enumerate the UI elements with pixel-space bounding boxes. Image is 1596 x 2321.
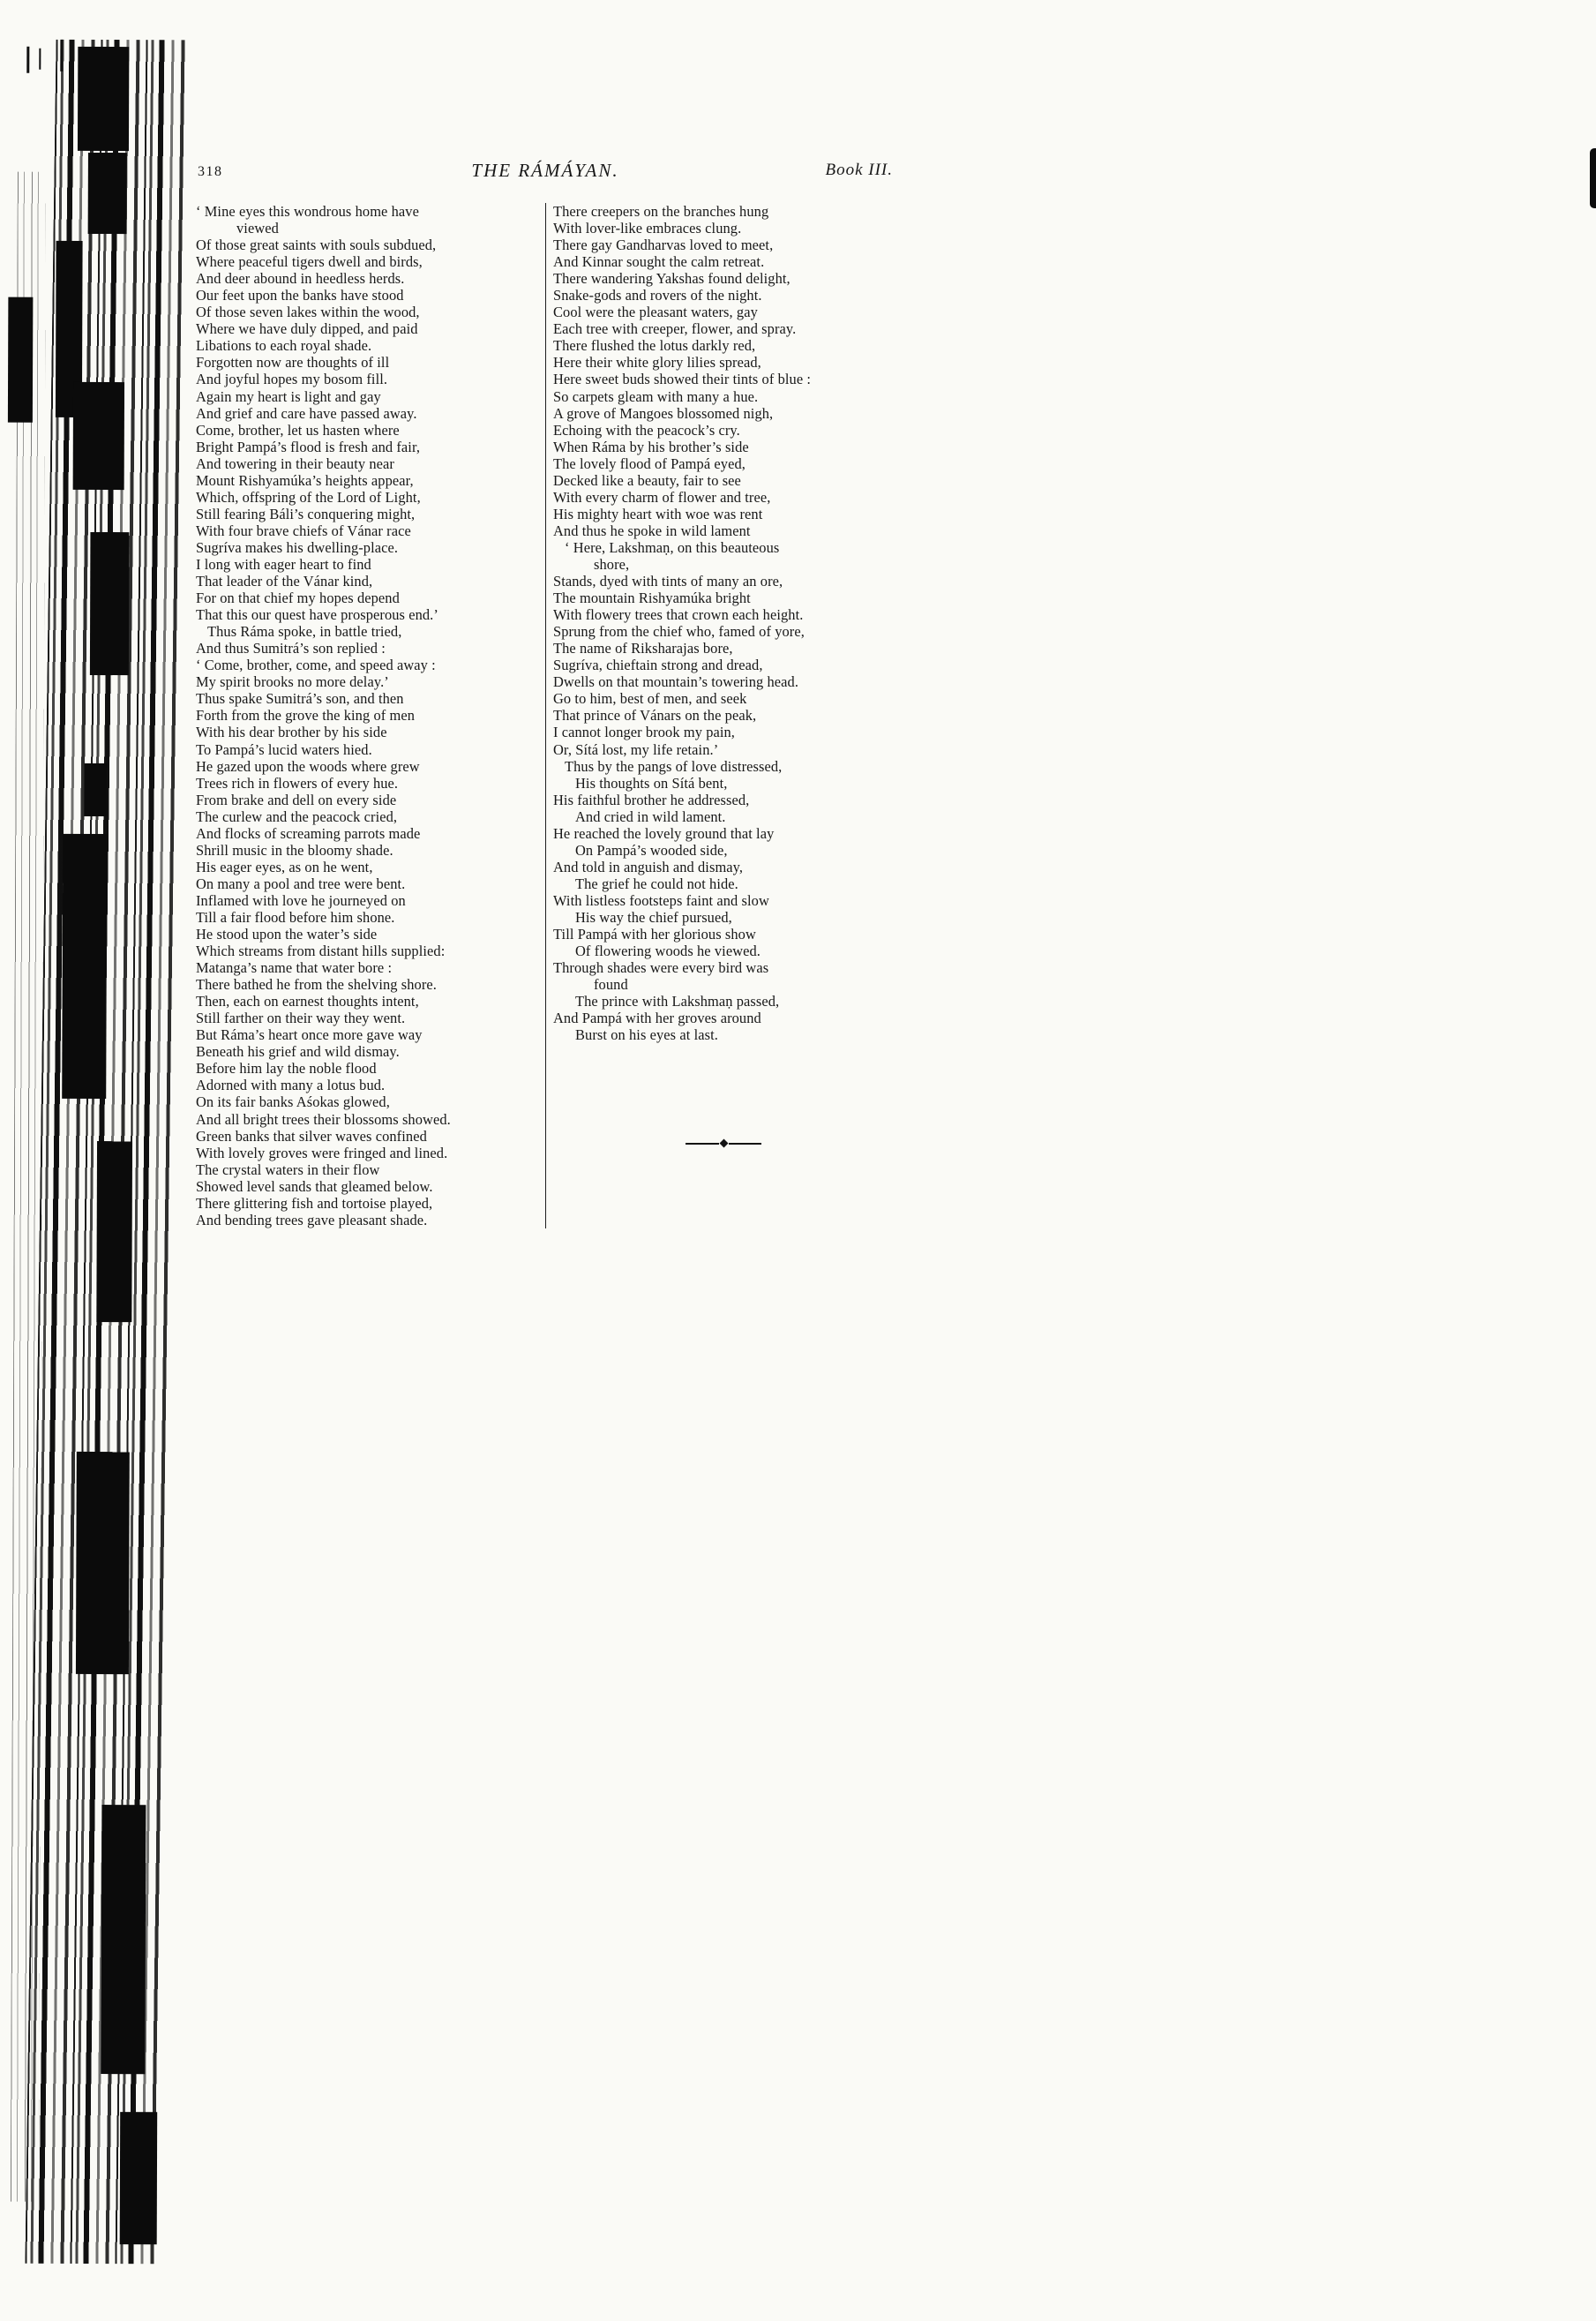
- verse-line: The grief he could not hide.: [575, 875, 738, 892]
- verse-line: A grove of Mangoes blossomed nigh,: [553, 404, 774, 422]
- ink-blob: [88, 153, 127, 234]
- verse-line: Here their white glory lilies spread,: [553, 354, 761, 372]
- page-header: [196, 157, 895, 189]
- verse-line: With flowery trees that crown each height.: [553, 606, 804, 624]
- verse-line: Our feet upon the banks have stood: [196, 287, 404, 304]
- verse-line: That this our quest have prosperous end.’: [196, 606, 438, 624]
- verse-line: The name of Riksharajas bore,: [553, 640, 733, 657]
- book-label: Book III.: [825, 161, 893, 179]
- ink-blob: [78, 47, 129, 151]
- verse-line: Still fearing Báli’s conquering might,: [196, 505, 416, 522]
- column-rule: [545, 203, 546, 1228]
- verse-line: There glittering fish and tortoise played,: [196, 1194, 433, 1212]
- verse-line: And grief and care have passed away.: [196, 404, 417, 422]
- verse-line: On Pampá’s wooded side,: [575, 841, 728, 859]
- verse-line: There gay Gandharvas loved to meet,: [553, 237, 774, 254]
- ink-blob: [73, 382, 124, 490]
- verse-line: Thus by the pangs of love distressed,: [565, 757, 783, 775]
- verse-line: Each tree with creeper, flower, and spray.: [553, 320, 797, 338]
- verse-line: Still farther on their way they went.: [196, 1010, 406, 1027]
- verse-line: ‘ Come, brother, come, and speed away :: [196, 657, 436, 674]
- right-column: [553, 203, 894, 1228]
- verse-line: Which streams from distant hills supplied:: [196, 943, 446, 960]
- verse-line: Till a fair flood before him shone.: [196, 908, 395, 926]
- verse-line: With his dear brother by his side: [196, 724, 387, 741]
- ink-blob: [76, 1452, 130, 1674]
- verse-line: And Pampá with her groves around: [553, 1010, 761, 1027]
- verse-line: Bright Pampá’s flood is fresh and fair,: [196, 438, 421, 455]
- ink-blob: [101, 1805, 146, 2074]
- verse-line: Where peaceful tigers dwell and birds,: [196, 253, 423, 271]
- verse-line: With every charm of flower and tree,: [553, 488, 771, 506]
- verse-line: My spirit brooks no more delay.’: [196, 673, 389, 691]
- verse-line: Where we have duly dipped, and paid: [196, 320, 418, 338]
- verse-line: ‘ Mine eyes this wondrous home have: [196, 203, 419, 220]
- verse-line: Matanga’s name that water bore :: [196, 959, 393, 977]
- verse-line: Inflamed with love he journeyed on: [196, 891, 406, 909]
- verse-line: I long with eager heart to find: [196, 555, 371, 573]
- verse-line: His way the chief pursued,: [575, 908, 732, 926]
- verse-line: ‘ Here, Lakshmaṇ, on this beauteous: [565, 538, 780, 556]
- verse-line: Libations to each royal shade.: [196, 337, 372, 355]
- verse-line: That leader of the Vánar kind,: [196, 573, 373, 590]
- right-column-lines: [553, 203, 894, 1043]
- verse-line: Dwells on that mountain’s towering head.: [553, 673, 799, 691]
- page-edge-mark: [1590, 148, 1596, 208]
- verse-line: Till Pampá with her glorious show: [553, 926, 756, 943]
- verse-line: To Pampá’s lucid waters hied.: [196, 740, 372, 758]
- verse-columns: [196, 203, 895, 1228]
- pen-mark: [26, 47, 29, 73]
- verse-line: And told in anguish and dismay,: [553, 858, 744, 875]
- verse-line: His thoughts on Sítá bent,: [575, 774, 728, 792]
- verse-line: And thus he spoke in wild lament: [553, 522, 751, 539]
- verse-line: I cannot longer brook my pain,: [553, 724, 736, 741]
- left-column: [196, 203, 538, 1228]
- verse-line: And towering in their beauty near: [196, 454, 394, 472]
- ink-blob: [96, 1141, 132, 1322]
- verse-line: Before him lay the noble flood: [196, 1060, 377, 1078]
- verse-line: And thus Sumitrá’s son replied :: [196, 640, 386, 657]
- verse-line: shore,: [594, 555, 630, 573]
- verse-line: The prince with Lakshmaṇ passed,: [575, 993, 780, 1010]
- verse-line: Thus spake Sumitrá’s son, and then: [196, 690, 404, 708]
- divider-diamond-icon: [719, 1139, 728, 1148]
- verse-line: And joyful hopes my bosom fill.: [196, 371, 388, 388]
- verse-line: There creepers on the branches hung: [553, 203, 769, 220]
- verse-line: And flocks of screaming parrots made: [196, 824, 421, 842]
- verse-line: Echoing with the peacock’s cry.: [553, 421, 740, 439]
- verse-line: Trees rich in flowers of every hue.: [196, 774, 399, 792]
- page-number: 318: [198, 164, 223, 179]
- verse-line: From brake and dell on every side: [196, 791, 397, 808]
- pen-mark: [39, 49, 41, 70]
- verse-line: But Ráma’s heart once more gave way: [196, 1026, 423, 1044]
- verse-line: Come, brother, let us hasten where: [196, 421, 400, 439]
- verse-line: And all bright trees their blossoms showed.: [196, 1110, 451, 1128]
- verse-line: Stands, dyed with tints of many an ore,: [553, 573, 783, 590]
- verse-line: For on that chief my hopes depend: [196, 590, 400, 607]
- pen-mark: [60, 40, 63, 71]
- divider-line: [686, 1143, 719, 1145]
- ink-blob: [84, 763, 107, 816]
- verse-line: The mountain Rishyamúka bright: [553, 590, 751, 607]
- verse-line: With lover-like embraces clung.: [553, 220, 742, 237]
- verse-line: The curlew and the peacock cried,: [196, 807, 398, 825]
- verse-line: With four brave chiefs of Vánar race: [196, 522, 411, 539]
- verse-line: His mighty heart with woe was rent: [553, 505, 763, 522]
- ink-blob: [8, 297, 33, 423]
- verse-line: Showed level sands that gleamed below.: [196, 1177, 433, 1195]
- verse-line: On its fair banks Aśokas glowed,: [196, 1093, 390, 1111]
- verse-line: Here sweet buds showed their tints of blue :: [553, 371, 812, 388]
- page-title: THE RÁMÁYAN.: [471, 160, 619, 181]
- verse-line: Again my heart is light and gay: [196, 387, 381, 405]
- verse-line: That prince of Vánars on the peak,: [553, 707, 757, 725]
- ink-blob: [90, 532, 130, 675]
- verse-line: Forgotten now are thoughts of ill: [196, 354, 390, 372]
- verse-line: Decked like a beauty, fair to see: [553, 471, 741, 489]
- verse-line: Of those great saints with souls subdued,: [196, 237, 437, 254]
- divider-line: [729, 1143, 762, 1145]
- verse-line: Shrill music in the bloomy shade.: [196, 841, 393, 859]
- verse-line: Or, Sítá lost, my life retain.’: [553, 740, 719, 758]
- verse-line: Sugríva makes his dwelling-place.: [196, 538, 399, 556]
- verse-line: Of those seven lakes within the wood,: [196, 304, 420, 321]
- verse-line: Sugríva, chieftain strong and dread,: [553, 657, 763, 674]
- verse-line: And deer abound in heedless herds.: [196, 270, 405, 288]
- verse-line: There bathed he from the shelving shore.: [196, 976, 437, 994]
- verse-line: And cried in wild lament.: [575, 807, 726, 825]
- verse-line: viewed: [236, 220, 279, 237]
- ink-blob: [62, 834, 107, 1099]
- verse-line: On many a pool and tree were bent.: [196, 875, 406, 892]
- verse-line: His eager eyes, as on he went,: [196, 858, 373, 875]
- verse-line: Sprung from the chief who, famed of yore,: [553, 623, 805, 641]
- verse-line: He stood upon the water’s side: [196, 926, 378, 943]
- verse-line: Forth from the grove the king of men: [196, 707, 416, 725]
- verse-line: Then, each on earnest thoughts intent,: [196, 993, 419, 1010]
- verse-line: The crystal waters in their flow: [196, 1160, 380, 1178]
- verse-line: There flushed the lotus darkly red,: [553, 337, 756, 355]
- verse-line: There wandering Yakshas found delight,: [553, 270, 791, 288]
- verse-line: He gazed upon the woods where grew: [196, 757, 420, 775]
- verse-line: With lovely groves were fringed and lined.: [196, 1144, 448, 1161]
- verse-line: Thus Ráma spoke, in battle tried,: [207, 623, 402, 641]
- verse-line: Go to him, best of men, and seek: [553, 690, 747, 708]
- verse-line: Mount Rishyamúka’s heights appear,: [196, 471, 414, 489]
- verse-line: Through shades were every bird was: [553, 959, 769, 977]
- verse-line: Snake-gods and rovers of the night.: [553, 287, 762, 304]
- verse-line: With listless footsteps faint and slow: [553, 891, 769, 909]
- verse-line: And Kinnar sought the calm retreat.: [553, 253, 765, 271]
- verse-line: Beneath his grief and wild dismay.: [196, 1043, 400, 1061]
- verse-line: So carpets gleam with many a hue.: [553, 387, 759, 405]
- text-block: [196, 157, 895, 1228]
- verse-line: Cool were the pleasant waters, gay: [553, 304, 758, 321]
- verse-line: The lovely flood of Pampá eyed,: [553, 454, 746, 472]
- verse-line: Green banks that silver waves confined: [196, 1127, 427, 1145]
- section-divider: [686, 1140, 761, 1146]
- verse-line: Burst on his eyes at last.: [575, 1026, 718, 1044]
- verse-line: When Ráma by his brother’s side: [553, 438, 749, 455]
- verse-line: He reached the lovely ground that lay: [553, 824, 775, 842]
- verse-line: Which, offspring of the Lord of Light,: [196, 488, 421, 506]
- verse-line: Adorned with many a lotus bud.: [196, 1077, 386, 1094]
- verse-line: His faithful brother he addressed,: [553, 791, 750, 808]
- ink-blob: [120, 2112, 158, 2244]
- verse-line: found: [594, 976, 628, 994]
- verse-line: Of flowering woods he viewed.: [575, 943, 761, 960]
- verse-line: And bending trees gave pleasant shade.: [196, 1211, 428, 1228]
- scan-artifact: [0, 40, 196, 2265]
